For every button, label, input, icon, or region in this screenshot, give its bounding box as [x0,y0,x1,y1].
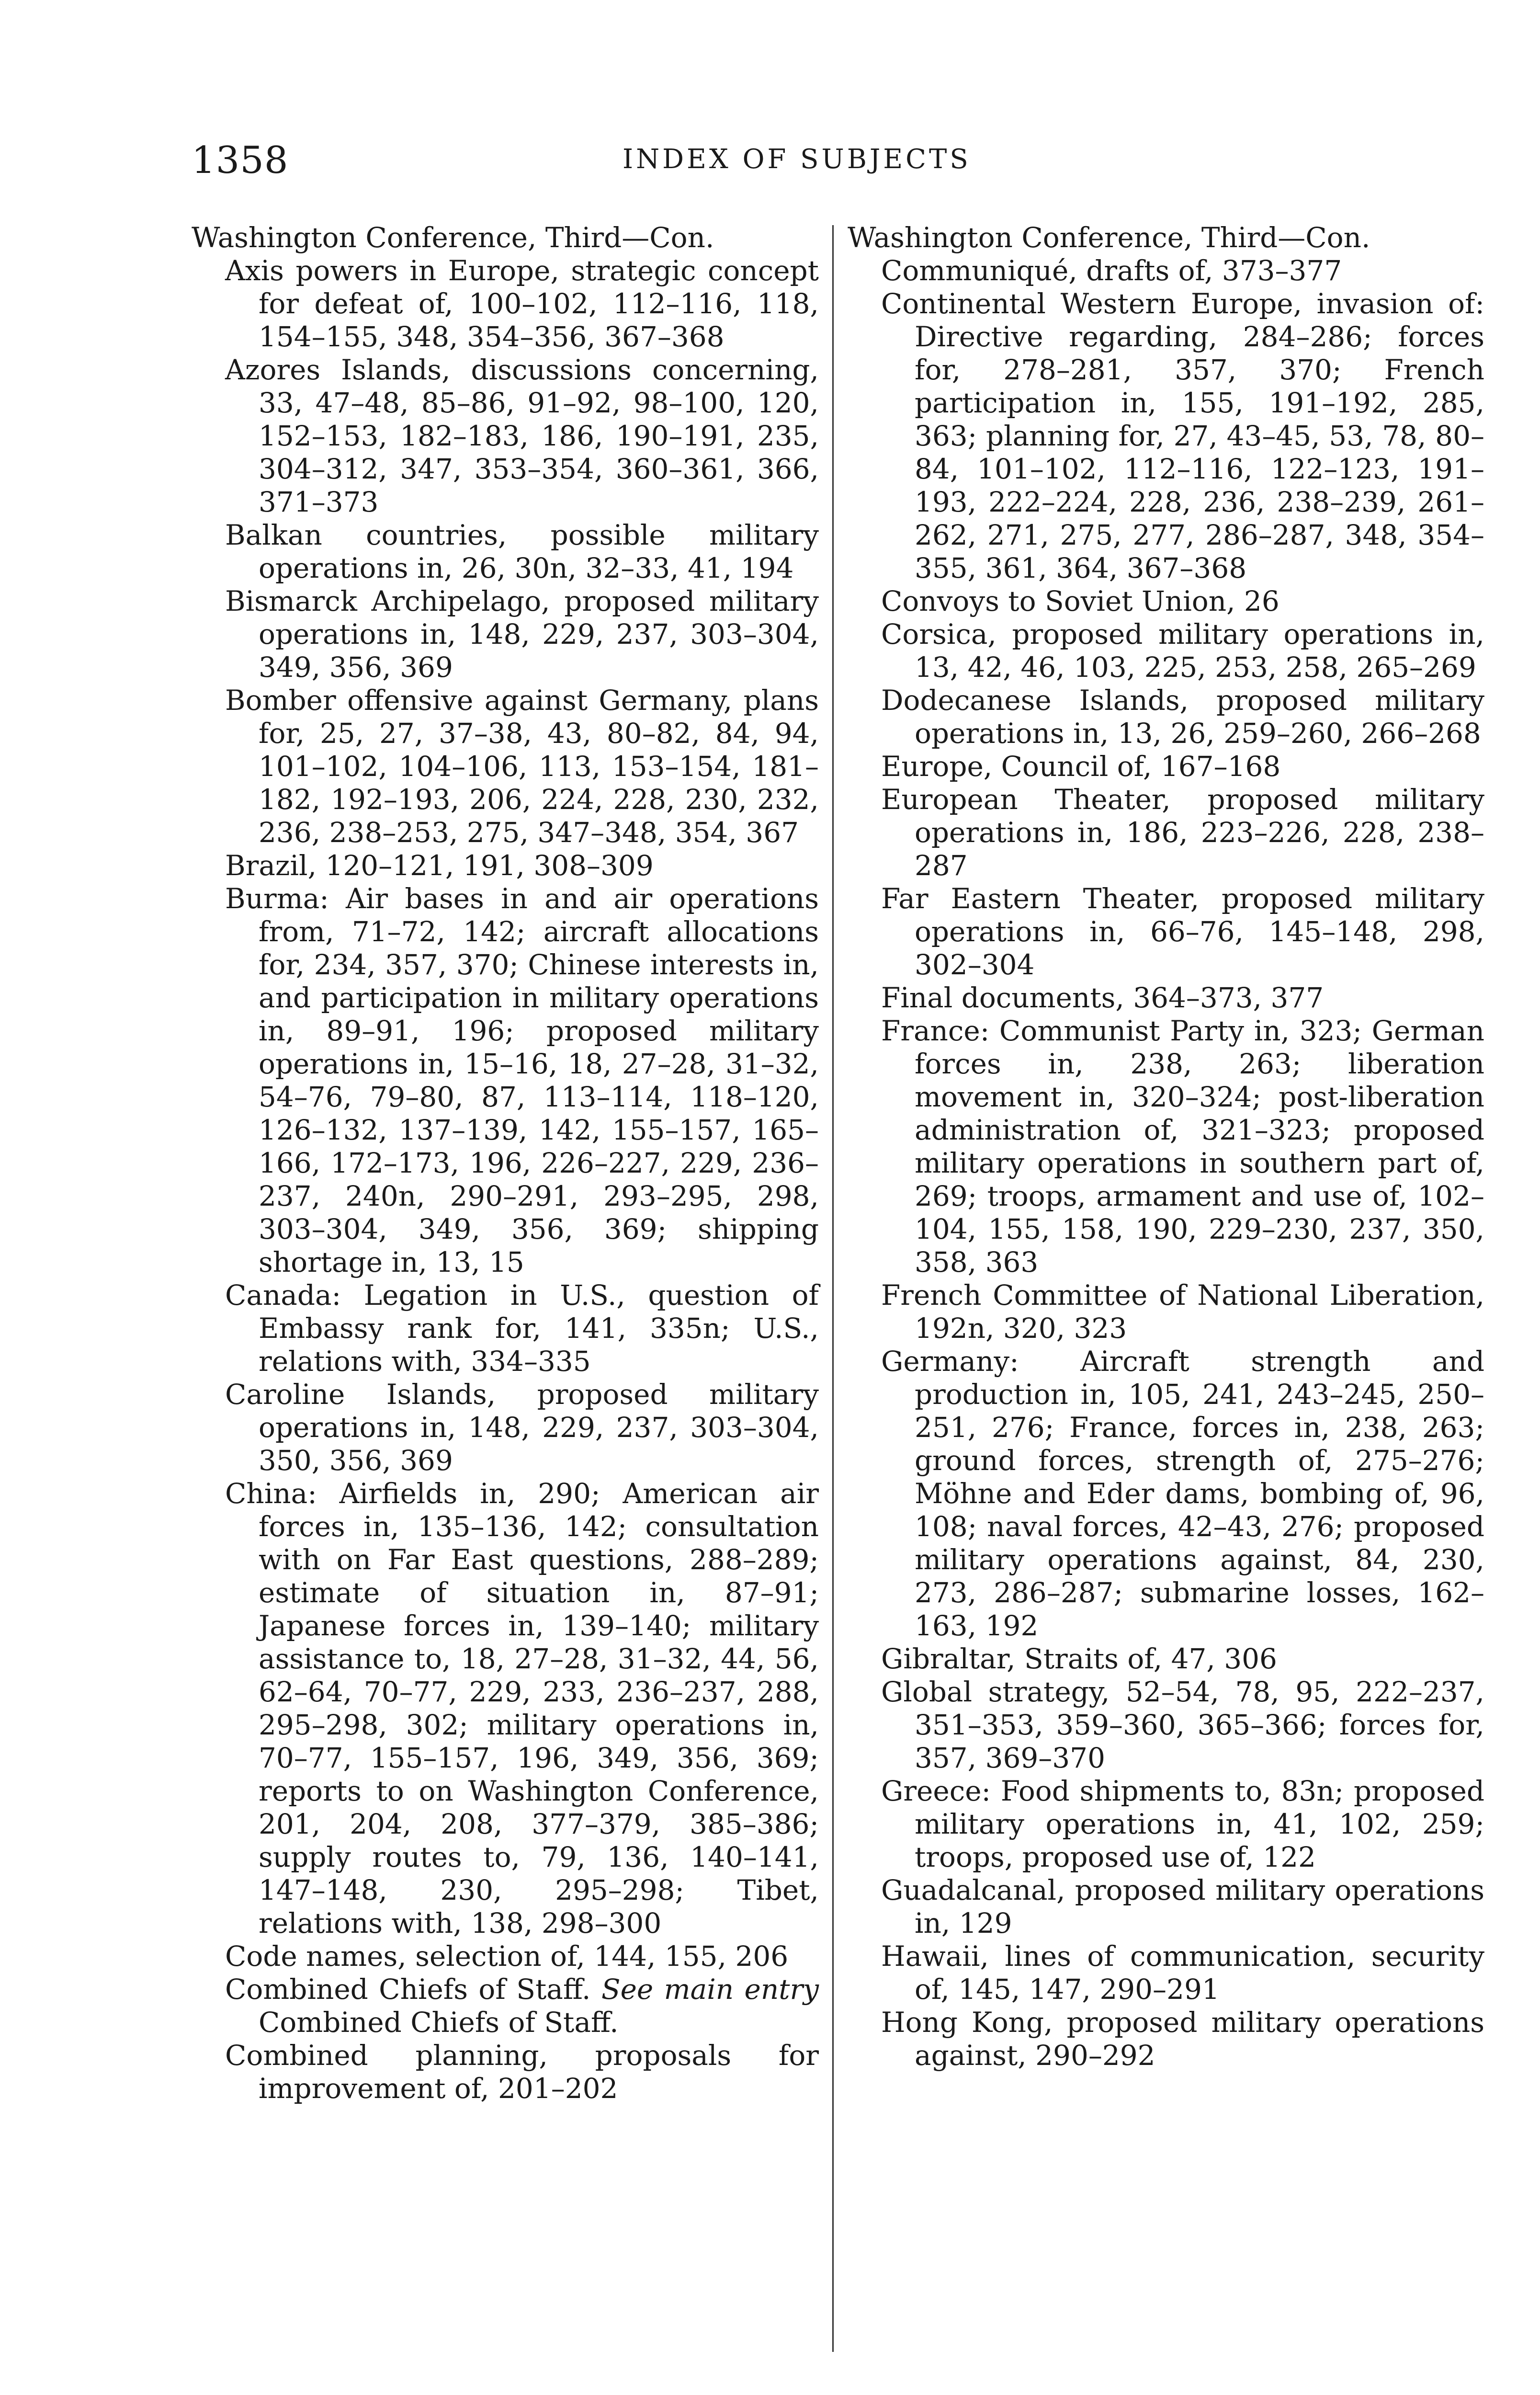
index-entry: Brazil, 120–121, 191, 308–309 [225,849,654,882]
index-entry: Hawaii, lines of communication, security of, 145, 147, 290–291 [881,1940,1484,2006]
index-entry: Germany: Aircraft strength and production in, 105, 241, 243–245, 250–251, 276; France, forces in, 238, 263; ground forces, strength of, 275–276; Möhne and Eder dams, bombing of, 96, 108; naval forces, 42–43, 276; proposed military operations against, 84, 230, 273, 286–287; submarine losses, 162–163, 192 [881,1345,1484,1642]
index-entry: Code names, selection of, 144, 155, 206 [225,1940,789,1973]
index-entry: Greece: Food shipments to, 83n; proposed military operations in, 41, 102, 259; troops, proposed use of, 122 [881,1775,1484,1873]
index-entry: French Committee of National Liberation, 192n, 320, 323 [881,1279,1484,1345]
index-entry: Global strategy, 52–54, 78, 95, 222–237, 351–353, 359–360, 365–366; forces for, 357, 369–370 [881,1676,1484,1774]
right-column [848,221,1484,2072]
index-entry: Continental Western Europe, invasion of: Directive regarding, 284–286; forces for, 278–281, 357, 370; French participation in, 155, 191–192, 285, 363; planning for, 27, 43–45, 53, 78, 80–84, 101–102, 112–116, 122–123, 191–193, 222–224, 228, 236, 238–239, 261–262, 271, 275, 277, 286–287, 348, 354–355, 361, 364, 367–368 [881,287,1484,584]
index-entry: Burma: Air bases in and air operations from, 71–72, 142; aircraft allocations for, 234, 357, 370; Chinese interests in, and participation in military operations in, 89–91, 196; proposed military operations in, 15–16, 18, 27–28, 31–32, 54–76, 79–80, 87, 113–114, 118–120, 126–132, 137–139, 142, 155–157, 165–166, 172–173, 196, 226–227, 229, 236–237, 240n, 290–291, 293–295, 298, 303–304, 349, 356, 369; shipping shortage in, 13, 15 [225,882,819,1278]
index-entry: Bismarck Archipelago, proposed military operations in, 148, 229, 237, 303–304, 349, 356, 369 [225,585,819,684]
index-entry: Bomber offensive against Germany, plans for, 25, 27, 37–38, 43, 80–82, 84, 94, 101–102, 104–106, 113, 153–154, 181–182, 192–193, 206, 224, 228, 230, 232, 236, 238–253, 275, 347–348, 354, 367 [225,684,819,849]
page-number: 1358 [192,139,289,182]
index-entry: France: Communist Party in, 323; German forces in, 238, 263; liberation movement in, 320–324; post-liberation administration of, 321–323; proposed military operations in southern part of, 269; troops, armament and use of, 102–104, 155, 158, 190, 229–230, 237, 350, 358, 363 [881,1015,1484,1278]
index-entry: Guadalcanal, proposed military operations in, 129 [881,1874,1484,1939]
index-entry: Axis powers in Europe, strategic concept for defeat of, 100–102, 112–116, 118, 154–155, 348, 354–356, 367–368 [225,254,819,353]
index-entry: Dodecanese Islands, proposed military operations in, 13, 26, 259–260, 266–268 [881,684,1484,750]
entry-text: Combined Chiefs of Staff. [259,2006,619,2039]
index-entry: Hong Kong, proposed military operations against, 290–292 [881,2006,1484,2072]
index-entry: Azores Islands, discussions concerning, 33, 47–48, 85–86, 91–92, 98–100, 120, 152–153, 182–183, 186, 190–191, 235, 304–312, 347, 353–354, 360–361, 366, 371–373 [225,354,819,518]
entry-text: Combined Chiefs of Staff. [225,1973,601,2006]
running-head: INDEX OF SUBJECTS [623,144,971,175]
index-entry: Caroline Islands, proposed military operations in, 148, 229, 237, 303–304, 350, 356, 369 [225,1378,819,1477]
index-entry: China: Airfields in, 290; American air forces in, 135–136, 142; consultation with on Far East questions, 288–289; estimate of situation in, 87–91; Japanese forces in, 139–140; military assistance to, 18, 27–28, 31–32, 44, 56, 62–64, 70–77, 229, 233, 236–237, 288, 295–298, 302; military operations in, 70–77, 155–157, 196, 349, 356, 369; reports to on Washington Conference, 201, 204, 208, 377–379, 385–386; supply routes to, 79, 136, 140–141, 147–148, 230, 295–298; Tibet, relations with, 138, 298–300 [225,1477,819,1939]
left-column [192,221,819,2105]
see-reference: See main entry [601,1973,819,2006]
index-entry: Corsica, proposed military operations in, 13, 42, 46, 103, 225, 253, 258, 265–269 [881,618,1484,684]
index-entry: Convoys to Soviet Union, 26 [881,585,1280,617]
index-entry: European Theater, proposed military operations in, 186, 223–226, 228, 238–287 [881,783,1484,882]
index-entry: Balkan countries, possible military operations in, 26, 30n, 32–33, 41, 194 [225,519,819,584]
index-entry: Canada: Legation in U.S., question of Embassy rank for, 141, 335n; U.S., relations with, 334–335 [225,1279,819,1378]
index-entry [192,1973,819,2039]
index-entry: Combined planning, proposals for improvement of, 201–202 [225,2039,819,2105]
column-heading: Washington Conference, Third—Con. [192,221,714,254]
index-entry: Communiqué, drafts of, 373–377 [881,254,1342,287]
index-entry: Gibraltar, Straits of, 47, 306 [881,1642,1277,1675]
column-divider [832,225,834,2352]
index-entry: Final documents, 364–373, 377 [881,981,1324,1014]
index-entry: Far Eastern Theater, proposed military operations in, 66–76, 145–148, 298, 302–304 [881,882,1484,981]
column-heading: Washington Conference, Third—Con. [848,221,1370,254]
index-entry: Europe, Council of, 167–168 [881,750,1281,783]
